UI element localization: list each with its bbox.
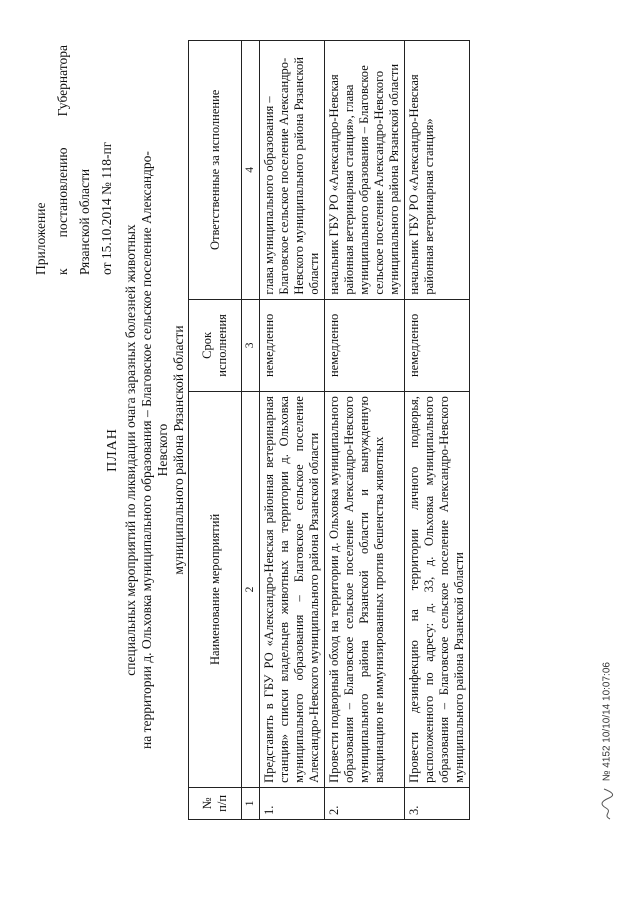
appendix-line-2 — [52, 45, 74, 275]
row-number: 2. — [325, 787, 405, 819]
header-responsible: Ответственные за исполнение — [189, 41, 242, 300]
row-measure: Представить в ГБУ РО «Александро-Невская районная ветеринарная станция» списки владельцев животных на территории д. Ольховка муниципального образования – Благовское сельское поселение Александро-Невского муниципального района Рязанской области — [260, 392, 325, 788]
column-number: 2 — [242, 392, 260, 788]
appendix-word-governor: Губернатора — [55, 45, 70, 117]
row-number: 1. — [260, 787, 325, 819]
header-number: № п/п — [189, 787, 242, 819]
row-term: немедленно — [405, 299, 470, 391]
plan-table — [188, 40, 470, 820]
signature-scribble-icon — [600, 788, 614, 820]
row-responsible: глава муниципального образования – Благовское сельское поселение Александро-Невского муниципального района Рязанской области — [260, 41, 325, 300]
row-number: 3. — [405, 787, 470, 819]
registration-stamp — [600, 662, 614, 820]
row-responsible: начальник ГБУ РО «Александро-Невская районная ветеринарная станция» — [405, 41, 470, 300]
row-term: немедленно — [325, 299, 405, 391]
appendix-line-1: Приложение — [33, 202, 48, 275]
plan-subtitle-line-1: специальных мероприятий по ликвидации очага заразных болезней животных — [123, 224, 138, 676]
header-measure: Наименование мероприятий — [189, 392, 242, 788]
column-number: 3 — [242, 299, 260, 391]
header-term: Срок исполнения — [189, 299, 242, 391]
row-measure: Провести подворный обход на территории д. Ольховка муниципального образования – Благовское сельское поселение Александро-Невского муниципального района Рязанской области и вынужденную вакцинацию не иммунизированных против бешенства животных — [325, 392, 405, 788]
row-responsible: начальник ГБУ РО «Александро-Невская районная ветеринарная станция», глава муниципального образования – Благовское сельское поселение Александро-Невского муниципального района Рязанской области — [325, 41, 405, 300]
plan-heading: ПЛАН — [105, 428, 120, 472]
stamp-text: № 4152 10/10/14 10:07:06 — [601, 662, 613, 782]
column-number: 4 — [242, 41, 260, 300]
row-term: немедленно — [260, 299, 325, 391]
table-header-row — [189, 41, 242, 820]
table-row — [260, 41, 325, 820]
rotated-document-page — [10, 15, 630, 895]
plan-subtitle-line-3: муниципального района Рязанской области — [171, 325, 186, 575]
column-number: 1 — [242, 787, 260, 819]
plan-title — [105, 125, 187, 775]
appendix-word-k: к — [55, 268, 70, 275]
table-row — [405, 41, 470, 820]
appendix-line-4: от 15.10.2014 № 118-пг — [99, 141, 114, 275]
row-measure: Провести дезинфекцию на территории личного подворья, расположенного по адресу: д. 33, д. Ольховка муниципального образования – Благовское сельское поселение Александро-Невского муниципального района Рязанской области — [405, 392, 470, 788]
table-row — [325, 41, 405, 820]
column-numbers-row — [242, 41, 260, 820]
appendix-word-decree: постановлению — [55, 147, 70, 238]
plan-subtitle-line-2: на территории д. Ольховка муниципального образования – Благовское сельское поселение Александро-Невского — [139, 151, 170, 749]
appendix-line-3: Рязанской области — [77, 168, 92, 275]
